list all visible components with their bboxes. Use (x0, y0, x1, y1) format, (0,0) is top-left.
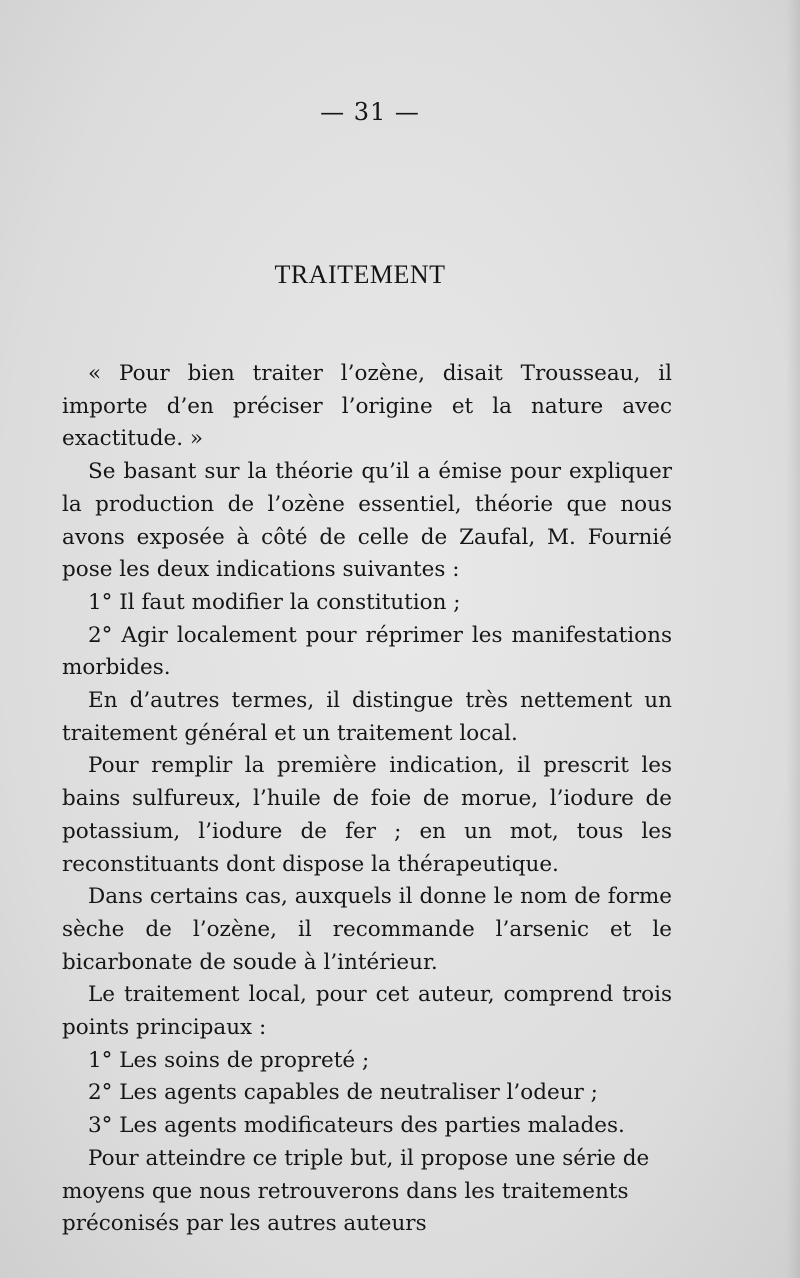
list-item-agir-localement: 2° Agir localement pour réprimer les manifestations morbides. (62, 622, 672, 681)
section-heading: TRAITEMENT (274, 260, 446, 289)
paragraph-traitement-local: Le traitement local, pour cet auteur, comprend trois points principaux : (62, 982, 672, 1041)
paragraph-fournie-indications: Se basant sur la théorie qu’il a émise pour expliquer la production de l’ozène essentiel, théorie que nous avons exposée à côté de celle de Zaufal, M. Fournié pose les deux indications suivantes : (62, 459, 672, 583)
paragraph-general-local: En d’autres termes, il distingue très nettement un traitement général et un traitement local. (62, 688, 672, 746)
list-item-neutraliser-odeur: 2° Les agents capables de neutraliser l’odeur ; (88, 1080, 598, 1106)
body-text (62, 358, 672, 1241)
paragraph-triple-but: Pour atteindre ce triple but, il propose une série de moyens que nous retrouverons dans les traitements préconisés par les autres auteurs (62, 1145, 650, 1237)
paragraph-quote-trousseau: « Pour bien traiter l’ozène, disait Trousseau, il importe d’en préciser l’origine et la nature avec exactitude. » (62, 361, 672, 452)
list-item-modificateurs: 3° Les agents modificateurs des parties malades. (88, 1113, 625, 1139)
list-item-proprete: 1° Les soins de propreté ; (88, 1047, 370, 1073)
page-number: — 31 — (320, 98, 420, 126)
paragraph-premiere-indication: Pour remplir la première indication, il prescrit les bains sulfureux, l’huile de foie de morue, l’iodure de potassium, l’iodure de fer ; en un mot, tous les reconstituants dont dispose la thérapeutique. (62, 753, 672, 877)
list-item-constitution: 1° Il faut modifier la constitution ; (88, 589, 461, 615)
paragraph-forme-seche: Dans certains cas, auxquels il donne le nom de forme sèche de l’ozène, il recommande l’arsenic et le bicarbonate de soude à l’intérieur. (62, 884, 672, 975)
page-edge-shadow (786, 0, 800, 1278)
